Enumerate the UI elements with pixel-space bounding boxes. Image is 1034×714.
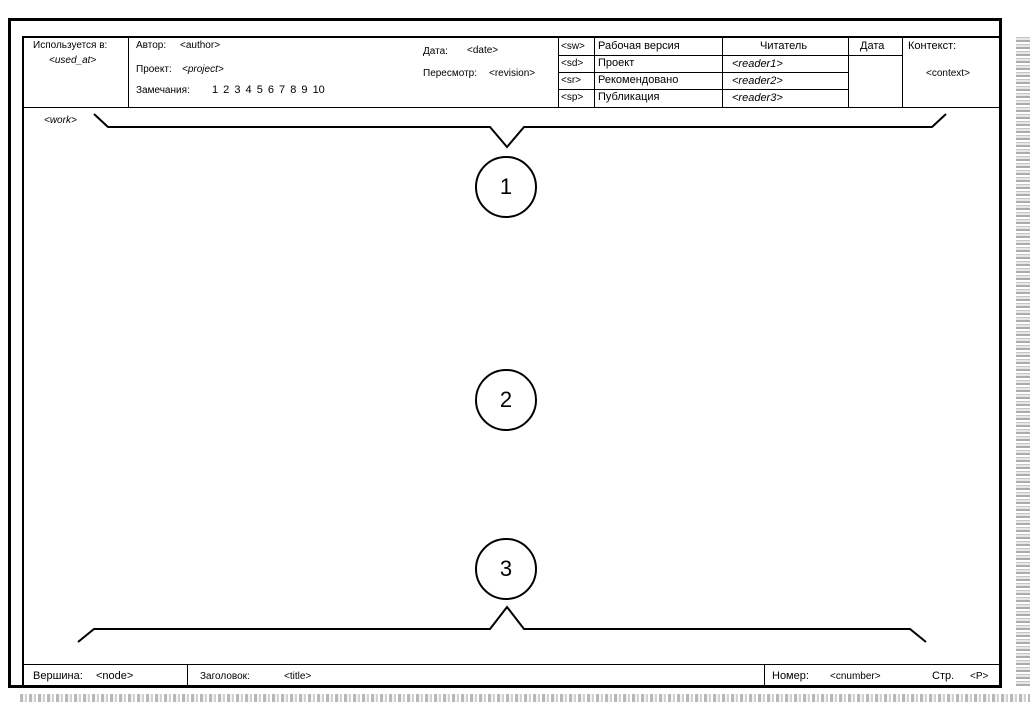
context-value: <context> <box>926 68 970 79</box>
author-value: <author> <box>180 40 221 51</box>
status-label-sr: Рекомендовано <box>598 74 679 86</box>
date-value: <date> <box>467 45 499 56</box>
notes-value: 1 2 3 4 5 6 7 8 9 10 <box>212 84 325 96</box>
region-circle-3 <box>475 538 537 600</box>
author-label: Автор: <box>136 40 167 51</box>
region-circle-2 <box>475 369 537 431</box>
revision-value: <revision> <box>489 68 536 79</box>
page-value: <P> <box>970 671 989 682</box>
status-code-sp: <sp> <box>561 92 584 103</box>
status-label-sw: Рабочая версия <box>598 40 680 52</box>
project-value: <project> <box>182 64 224 75</box>
reader-header: Читатель <box>760 40 808 52</box>
revision-label: Пересмотр: <box>423 68 478 79</box>
footer-sep-1 <box>187 664 188 688</box>
work-label: <work> <box>44 115 77 126</box>
footer-top-line <box>22 664 1002 665</box>
title-value: <title> <box>284 671 312 682</box>
used-at-label: Используется в: <box>33 40 108 51</box>
status-code-sw: <sw> <box>561 41 585 52</box>
used-at-value: <used_at> <box>49 55 97 66</box>
number-value: <cnumber> <box>830 671 881 682</box>
status-code-sr: <sr> <box>561 75 582 86</box>
page-label: Стр. <box>932 670 955 682</box>
node-label: Вершина: <box>33 670 83 682</box>
project-label: Проект: <box>136 64 172 75</box>
title-label: Заголовок: <box>200 671 250 682</box>
date-label: Дата: <box>423 46 448 57</box>
footer-sep-2 <box>764 664 765 688</box>
date-header: Дата <box>860 40 885 52</box>
reader-2: <reader2> <box>732 75 783 87</box>
status-label-sd: Проект <box>598 57 635 69</box>
number-label: Номер: <box>772 670 809 682</box>
scan-noise-bottom <box>20 694 1030 702</box>
top-brace <box>94 114 946 147</box>
region-number-1: 1 <box>499 174 513 199</box>
status-code-sd: <sd> <box>561 58 584 69</box>
scan-noise-right <box>1016 36 1030 686</box>
status-label-sp: Публикация <box>598 91 660 103</box>
region-number-3: 3 <box>499 556 513 581</box>
reader-1: <reader1> <box>732 58 783 70</box>
region-number-2: 2 <box>499 387 513 412</box>
region-circle-1 <box>475 156 537 218</box>
reader-3: <reader3> <box>732 92 783 104</box>
node-value: <node> <box>96 670 134 682</box>
context-label: Контекст: <box>908 40 957 52</box>
notes-label: Замечания: <box>136 85 190 96</box>
bottom-brace <box>78 607 926 642</box>
